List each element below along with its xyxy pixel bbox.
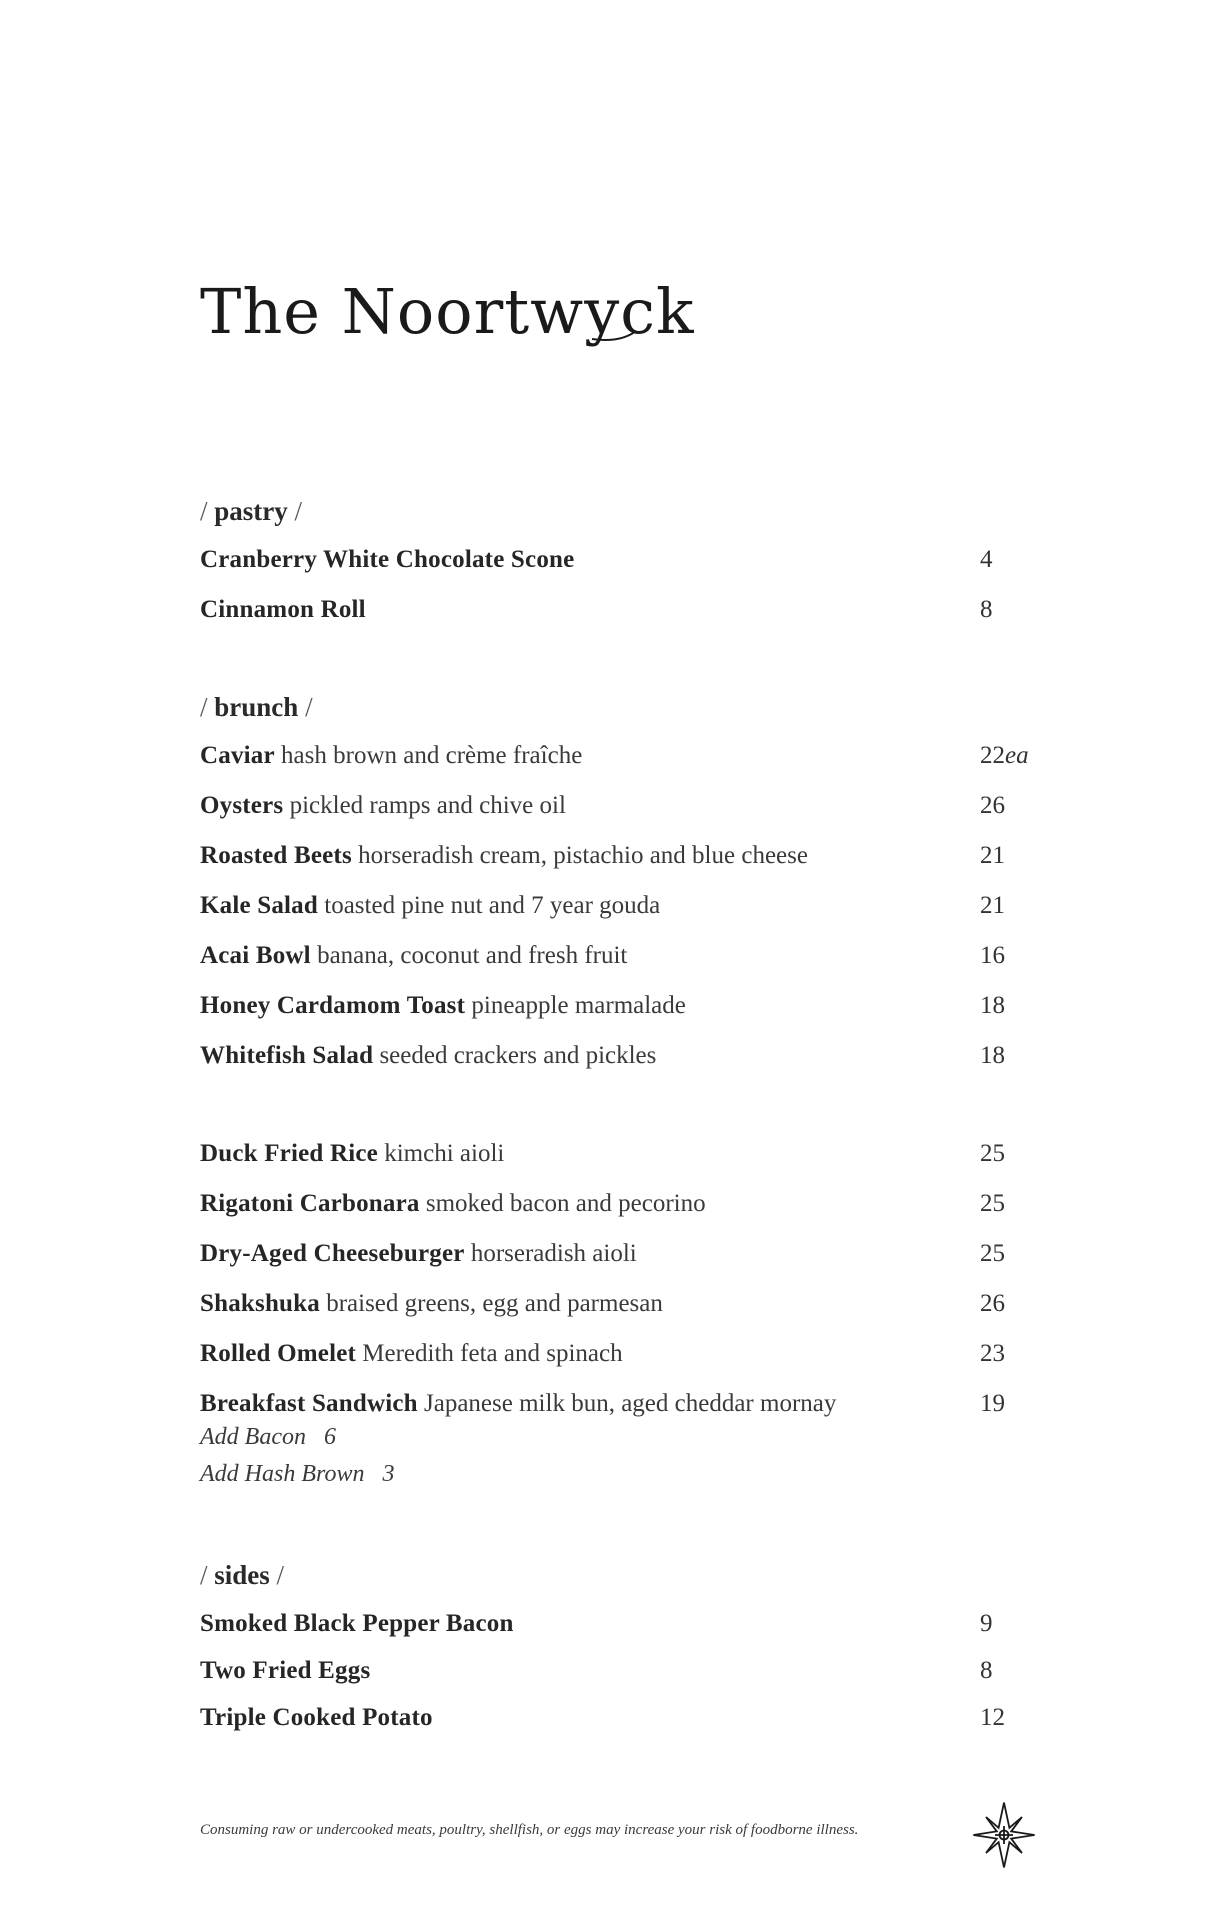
- menu-item: Two Fried Eggs 8: [200, 1657, 993, 1684]
- menu-item: Rolled Omelet Meredith feta and spinach 23: [200, 1340, 1005, 1367]
- menu-item: Rigatoni Carbonara smoked bacon and pecorino 25: [200, 1190, 1005, 1217]
- menu-item: Shakshuka braised greens, egg and parmesan 26: [200, 1290, 1005, 1317]
- section-heading-pastry: / pastry /: [200, 496, 303, 526]
- menu-item: Dry-Aged Cheeseburger horseradish aioli 25: [200, 1240, 1005, 1267]
- addon-item: Add Bacon 6: [200, 1424, 336, 1450]
- foodborne-disclaimer: Consuming raw or undercooked meats, poultry, shellfish, or eggs may increase your risk of foodborne illness.: [200, 1822, 859, 1838]
- menu-item: Roasted Beets horseradish cream, pistachio and blue cheese 21: [200, 842, 1005, 869]
- menu-item: Whitefish Salad seeded crackers and pickles 18: [200, 1042, 1005, 1069]
- menu-item: Cranberry White Chocolate Scone 4: [200, 546, 993, 573]
- restaurant-logo: [200, 245, 695, 355]
- menu-item: Caviar hash brown and crème fraîche 22ea: [200, 742, 1029, 769]
- section-heading-brunch: / brunch /: [200, 692, 313, 722]
- menu-item: Acai Bowl banana, coconut and fresh fruit 16: [200, 942, 1005, 969]
- menu-item: Duck Fried Rice kimchi aioli 25: [200, 1140, 1005, 1167]
- addon-item: Add Hash Brown 3: [200, 1461, 395, 1487]
- menu-item: Triple Cooked Potato 12: [200, 1704, 1005, 1731]
- menu-item: Breakfast Sandwich Japanese milk bun, aged cheddar mornay 19: [200, 1390, 1005, 1417]
- restaurant-name: The Noortwyck: [200, 275, 695, 348]
- menu-item: Honey Cardamom Toast pineapple marmalade 18: [200, 992, 1005, 1019]
- menu-item: Kale Salad toasted pine nut and 7 year gouda 21: [200, 892, 1005, 919]
- menu-item: Cinnamon Roll 8: [200, 596, 993, 623]
- menu-item: Oysters pickled ramps and chive oil 26: [200, 792, 1005, 819]
- menu-item: Smoked Black Pepper Bacon 9: [200, 1610, 993, 1637]
- section-heading-sides: / sides /: [200, 1560, 285, 1590]
- compass-star-icon: [968, 1797, 1040, 1873]
